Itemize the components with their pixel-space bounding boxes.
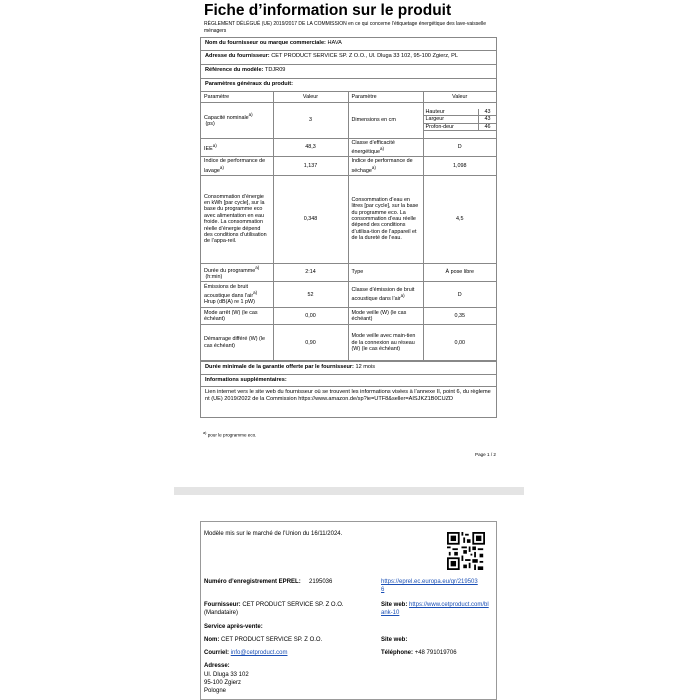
header-parameter-2: Paramètre (348, 92, 423, 102)
program-duration-label: Durée du programme$^{a)}$ (h:min) (201, 263, 273, 282)
aftersales-label: Service après-vente: (204, 624, 263, 630)
energy-consumption-value: 0,348 (273, 175, 348, 263)
eei-label: IEE$^{a)}$ (201, 138, 273, 157)
depth-label: Profon-deur (424, 123, 479, 130)
name-value: CET PRODUCT SERVICE SP. Z O.O. (221, 637, 323, 643)
width-label: Largeur (424, 116, 479, 123)
table-header-row (201, 92, 496, 102)
cleaning-index-label: Indice de performance de lavage$^{a)}$ (201, 157, 273, 176)
eprel-value: 2195036 (309, 579, 333, 585)
supplier-line (204, 601, 374, 617)
parameters-table (201, 92, 496, 362)
energy-consumption-label: Consommation d’énergie en kWh [par cycle], sur la base du programme eco avec alimentation en eau froide. La consommation réelle d’énergie dépend des conditions d’utilisation de l’appa-reil. (201, 175, 273, 263)
standby-mode-label: Mode veille (W) (le cas échéant) (348, 308, 423, 325)
header-value-2: Valeur (423, 92, 496, 102)
product-info-sheet (200, 37, 497, 418)
width-value: 43 (478, 116, 496, 123)
noise-emission-label: Émissions de bruit acoustique dans l’air$^{a)}$ Hrup (dB(A) re 1 pW) (201, 282, 273, 308)
eei-value: 48,3 (273, 138, 348, 157)
dimensions-label: Dimensions en cm (348, 102, 423, 138)
table-row (201, 263, 496, 282)
standby-mode-value: 0,35 (423, 308, 496, 325)
model-value: TDJR09 (264, 67, 286, 73)
table-row (201, 308, 496, 325)
name-label: Nom: (204, 637, 220, 643)
header-parameter: Paramètre (201, 92, 273, 102)
cleaning-index-value: 1,137 (273, 157, 348, 176)
general-params-label: Paramètres généraux du produit: (205, 81, 293, 87)
table-row (201, 138, 496, 157)
aftersales-web-label: Site web: (381, 637, 408, 643)
page-number: Page 1 / 2 (475, 452, 496, 457)
page-title: Fiche d’information sur le produit (204, 2, 452, 19)
placed-on-market: Modèle mis sur le marché de l’Union du 16/11/2024. (204, 531, 343, 537)
capacity-label: Capacité nominale$^{a)}$ (ps) (201, 102, 273, 138)
drying-index-value: 1,098 (423, 157, 496, 176)
address-label: Adresse du fournisseur: (205, 53, 270, 59)
email-label: Courriel: (204, 650, 230, 656)
address-value: CET PRODUCT SERVICE SP. Z O.O., Ul. Dluga 33 102, 95-100 Zgierz, PL (271, 53, 458, 59)
noise-class-label: Classe d’émission de bruit acoustique dans l’air$^{a)}$ (348, 282, 423, 308)
off-mode-value: 0,00 (273, 308, 348, 325)
program-duration-value: 2:14 (273, 263, 348, 282)
email-line (204, 649, 287, 657)
footnote (203, 431, 256, 438)
address-line-3: Pologne (204, 688, 227, 694)
address-line-1: Ul. Dluga 33 102 (204, 672, 249, 678)
table-row (201, 157, 496, 176)
website-label: Site web: (381, 602, 408, 608)
p2-supplier-label: Fournisseur: (204, 602, 241, 608)
name-line (204, 636, 322, 644)
additional-info-label: Informations supplémentaires: (205, 377, 287, 384)
networked-standby-label: Mode veille avec main-tien de la connexion au réseau (W) (le cas échéant) (348, 325, 423, 361)
address-label: Adresse: (204, 663, 230, 669)
website-link[interactable]: https://www.cetproduct.com/blank-10 (381, 602, 489, 616)
model-row (201, 65, 496, 79)
supplier-value: HAVA (327, 40, 342, 46)
page-2 (200, 521, 497, 700)
email-link[interactable]: info@cetproduct.com (230, 650, 288, 656)
warranty-value: 12 mois (355, 364, 376, 371)
supplier-label: Nom du fournisseur ou marque commerciale: (205, 40, 326, 46)
qr-code-icon (447, 532, 485, 570)
noise-class-value: D (423, 282, 496, 308)
phone-line (381, 649, 457, 657)
energy-class-value: D (423, 138, 496, 157)
general-params-row (201, 79, 496, 92)
header-value: Valeur (273, 92, 348, 102)
height-value: 43 (478, 109, 496, 116)
footnote-mark: a) (203, 431, 207, 435)
table-row (201, 325, 496, 361)
table-row (201, 175, 496, 263)
noise-emission-value: 52 (273, 282, 348, 308)
water-consumption-value: 4,5 (423, 175, 496, 263)
eprel-label: Numéro d’enregistrement EPREL: (204, 579, 301, 585)
model-label: Référence du modèle: (205, 67, 264, 73)
energy-class-label: Classe d’efficacité énergétique$^{a)}$ (348, 138, 423, 157)
depth-value: 46 (478, 123, 496, 130)
networked-standby-value: 0,00 (423, 325, 496, 361)
additional-info-row (201, 375, 496, 387)
website-line (381, 601, 489, 617)
delay-start-value: 0,90 (273, 325, 348, 361)
additional-info-text-row (201, 387, 496, 417)
supplier-row (201, 38, 496, 51)
table-row (201, 102, 496, 138)
delay-start-label: Démarrage différé (W) (le cas échéant) (201, 325, 273, 361)
drying-index-label: Indice de performance de séchage$^{a)}$ (348, 157, 423, 176)
warranty-row (201, 362, 496, 375)
warranty-label: Durée minimale de la garantie offerte par le fournisseur: (205, 364, 354, 371)
p2-supplier-value: CET PRODUCT SERVICE SP. Z O.O. (Mandataire) (204, 602, 344, 616)
off-mode-label: Mode arrêt (W) (le cas échéant) (201, 308, 273, 325)
table-row (201, 282, 496, 308)
address-row (201, 51, 496, 65)
address-line-2: 95-100 Zgierz (204, 680, 242, 686)
phone-label: Téléphone: (381, 650, 414, 656)
regulation-subtitle: RÈGLEMENT DÉLÉGUÉ (UE) 2019/2017 DE LA COMMISSION en ce qui concerne l’étiquetage énergétique des lave-vaisselle ménagers (204, 21, 486, 34)
height-label: Hauteur (424, 109, 479, 116)
phone-value: +48 791019706 (414, 650, 457, 656)
eprel-link[interactable]: https://eprel.ec.europa.eu/qr/2195036 (381, 579, 478, 593)
capacity-value: 3 (273, 102, 348, 138)
additional-info-text: Lien internet vers le site web du fournisseur où se trouvent les informations visées à l’annexe II, point 6, du règlement (UE) 2019/2022 de la Commission https://www.amazon.de/sp?ie=UTF8&seller=AISJKZ1B0CUZD (205, 389, 491, 403)
page-1-header (200, 0, 496, 35)
type-value: À pose libre (423, 263, 496, 282)
water-consumption-label: Consommation d’eau en litres [par cycle], sur la base du programme eco. La consommation d’eau réelle dépend des conditions d’utilisa-tion de l’appareil et de la dureté de l’eau. (348, 175, 423, 263)
dimensions-values (423, 102, 496, 138)
footnote-text: pour le programme eco. (207, 432, 257, 438)
type-label: Type (348, 263, 423, 282)
page-separator (174, 487, 524, 495)
